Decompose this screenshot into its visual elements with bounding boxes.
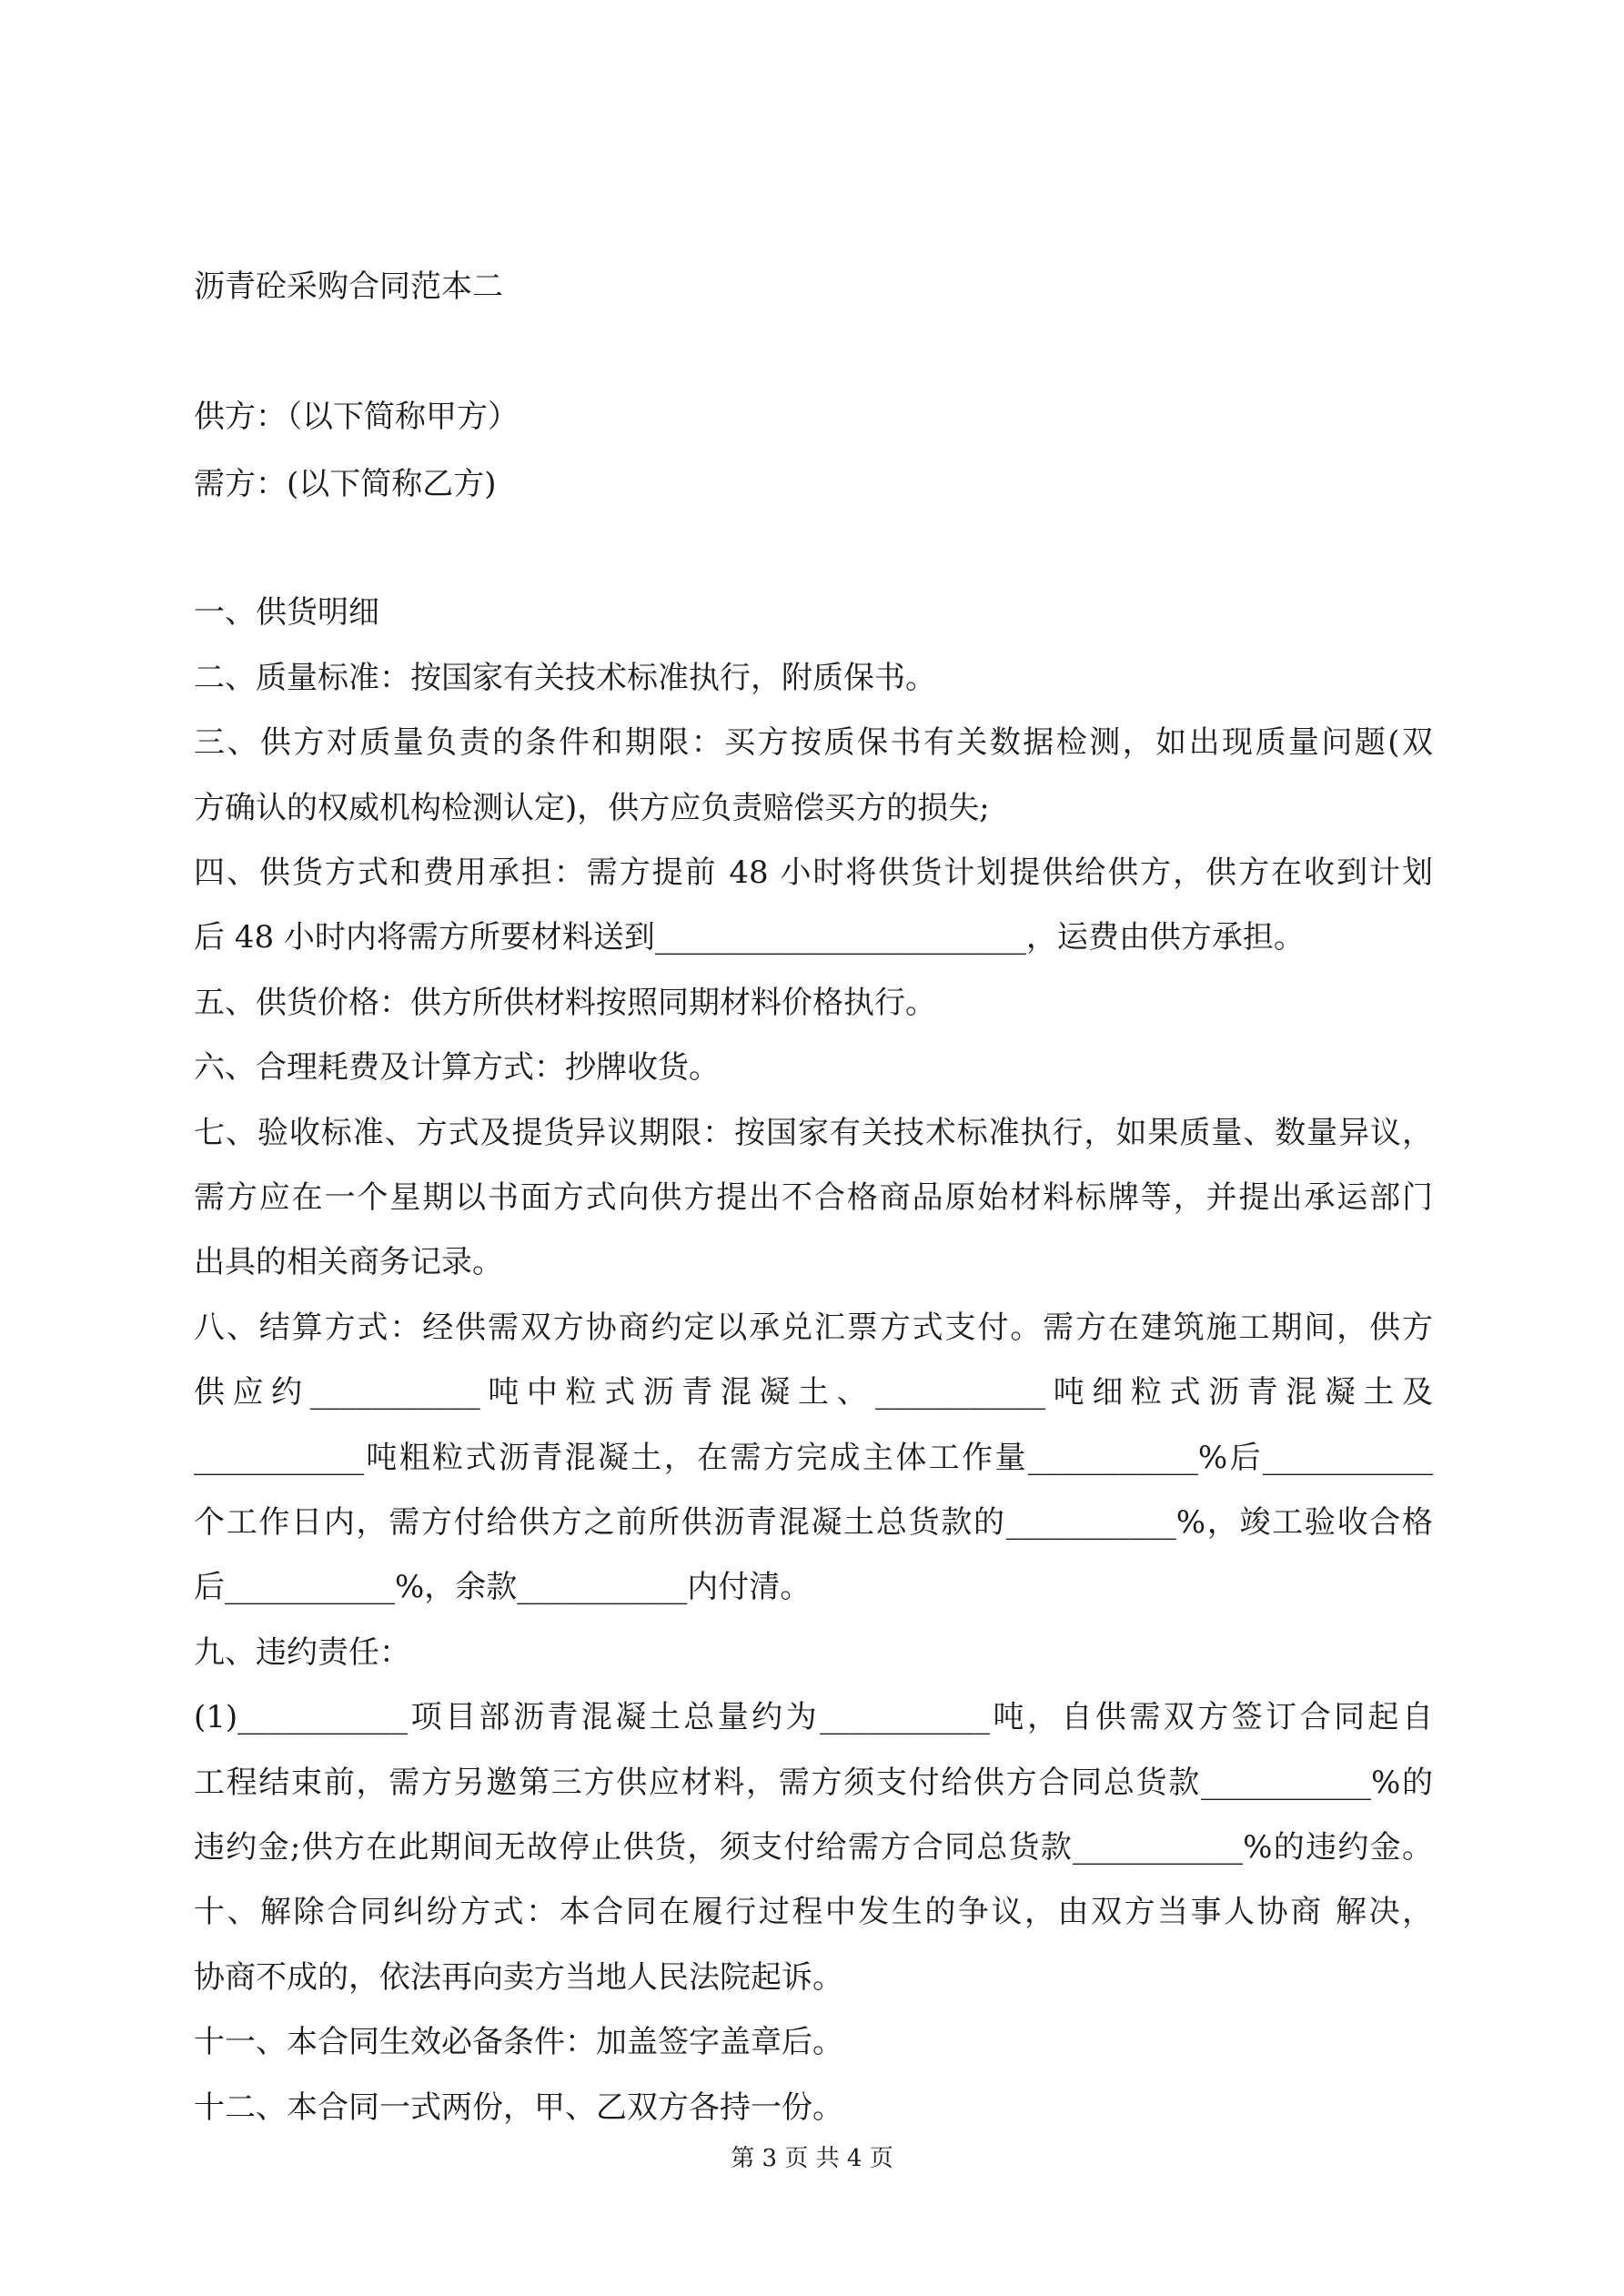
clause-1-supply-details: 一、供货明细 bbox=[194, 594, 379, 631]
clause-5-price: 五、供货价格：供方所供材料按照同期材料价格执行。 bbox=[194, 985, 936, 1021]
clause-8-line-1: 八、结算方式：经供需双方协商约定以承兑汇票方式支付。需方在建筑施工期间，供方 bbox=[194, 1310, 1433, 1346]
clause-2-quality-standard: 二、质量标准：按国家有关技术标准执行，附质保书。 bbox=[194, 660, 936, 696]
supplier-party-line: 供方：（以下简称甲方） bbox=[194, 399, 519, 435]
clause-4-line-2: 后 48 小时内将需方所要材料送到________________________，运费由供方承担。 bbox=[194, 919, 1305, 956]
clause-10-line-2: 协商不成的，依法再向卖方当地人民法院起诉。 bbox=[194, 1959, 843, 1996]
clause-9-heading: 九、违约责任： bbox=[194, 1634, 410, 1671]
clause-6-consumption: 六、合理耗费及计算方式：抄牌收货。 bbox=[194, 1049, 720, 1086]
clause-9-line-3: 违约金;供方在此期间无故停止供货，须支付给需方合同总货款___________%的违约金。 bbox=[194, 1829, 1433, 1866]
clause-9-line-2: 工程结束前，需方另邀第三方供应材料，需方须支付给供方合同总货款___________%的 bbox=[194, 1765, 1433, 1801]
clause-7-line-1: 七、验收标准、方式及提货异议期限：按国家有关技术标准执行，如果质量、数量异议， bbox=[194, 1115, 1433, 1151]
clause-8-line-4: 个工作日内，需方付给供方之前所供沥青混凝土总货款的___________%，竣工验收合格 bbox=[194, 1504, 1433, 1541]
clause-9-line-1: (1)___________项目部沥青混凝土总量约为___________吨，自供需双方签订合同起自 bbox=[194, 1699, 1433, 1735]
clause-3-line-1: 三、供方对质量负责的条件和期限：买方按质保书有关数据检测，如出现质量问题(双 bbox=[194, 724, 1433, 761]
page-number-footer: 第 3 页 共 4 页 bbox=[731, 2145, 893, 2172]
buyer-party-line: 需方：(以下简称乙方) bbox=[194, 466, 497, 502]
clause-12-copies: 十二、本合同一式两份，甲、乙双方各持一份。 bbox=[194, 2089, 843, 2126]
clause-10-line-1: 十、解除合同纠纷方式：本合同在履行过程中发生的争议，由双方当事人协商 解决， bbox=[194, 1894, 1433, 1930]
document-title: 沥青砼采购合同范本二 bbox=[194, 268, 503, 305]
clause-8-line-5: 后___________%，余款___________内付清。 bbox=[194, 1569, 812, 1605]
clause-8-line-2: 供应约___________吨中粒式沥青混凝土、___________吨细粒式沥青混凝土及 bbox=[194, 1374, 1433, 1411]
clause-8-line-3: ___________吨粗粒式沥青混凝土，在需方完成主体工作量___________%后___________ bbox=[194, 1440, 1433, 1476]
clause-7-line-3: 出具的相关商务记录。 bbox=[194, 1244, 503, 1280]
clause-11-effective: 十一、本合同生效必备条件：加盖签字盖章后。 bbox=[194, 2024, 843, 2060]
clause-7-line-2: 需方应在一个星期以书面方式向供方提出不合格商品原始材料标牌等，并提出承运部门 bbox=[194, 1179, 1433, 1216]
clause-3-line-2: 方确认的权威机构检测认定)，供方应负责赔偿买方的损失; bbox=[194, 790, 990, 826]
clause-4-line-1: 四、供货方式和费用承担：需方提前 48 小时将供货计划提供给供方，供方在收到计划 bbox=[194, 855, 1433, 891]
